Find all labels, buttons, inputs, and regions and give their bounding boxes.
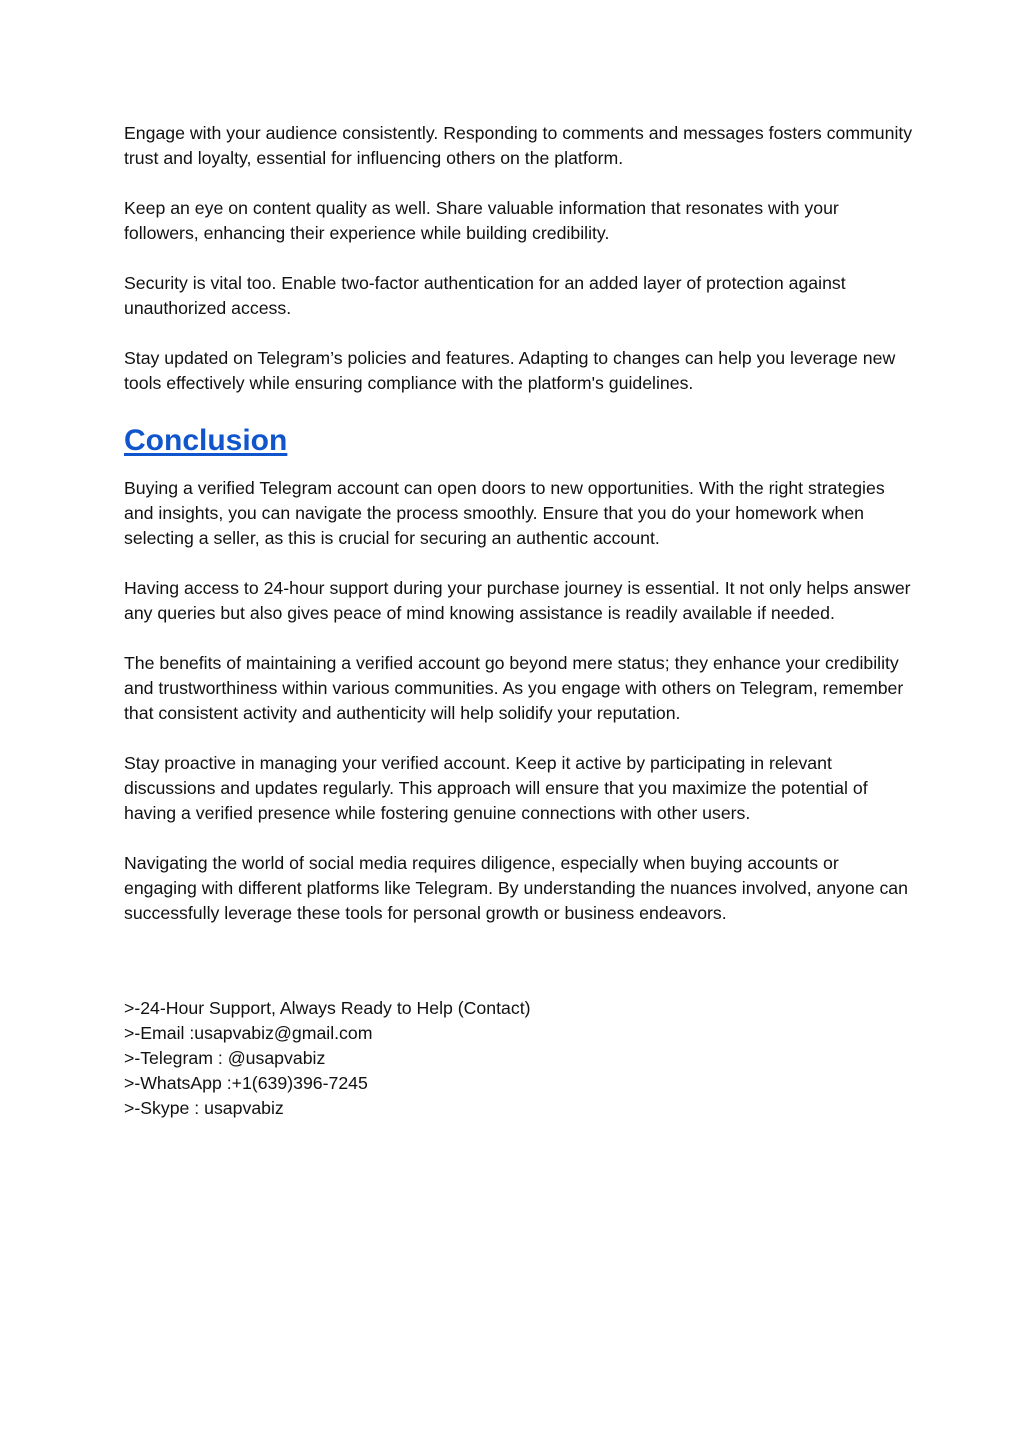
contact-email-line: >-Email :usapvabiz@gmail.com [124,1023,373,1043]
contact-whatsapp-line: >-WhatsApp :+1(639)396-7245 [124,1073,368,1093]
paragraph-security: Security is vital too. Enable two-factor authentication for an added layer of protection against unauthorized access. [124,273,846,318]
document-page [124,121,914,1121]
contact-block [124,996,914,1121]
paragraph-engage-audience: Engage with your audience consistently. Responding to comments and messages fosters community trust and loyalty, essential for influencing others on the platform. [124,123,913,168]
paragraph-content-quality: Keep an eye on content quality as well. Share valuable information that resonates with your followers, enhancing their experience while building credibility. [124,198,839,243]
conclusion-heading-link[interactable]: Conclusion [124,424,288,457]
paragraph-stay-updated: Stay updated on Telegram’s policies and features. Adapting to changes can help you leverage new tools effectively while ensuring compliance with the platform's guidelines. [124,348,896,393]
paragraph-conclusion-navigating: Navigating the world of social media requires diligence, especially when buying accounts or engaging with different platforms like Telegram. By understanding the nuances involved, anyone can successfully leverage these tools for personal growth or business endeavors. [124,853,908,923]
paragraph-conclusion-support: Having access to 24-hour support during your purchase journey is essential. It not only helps answer any queries but also gives peace of mind knowing assistance is readily available if needed. [124,578,911,623]
paragraph-conclusion-proactive: Stay proactive in managing your verified account. Keep it active by participating in relevant discussions and updates regularly. This approach will ensure that you maximize the potential of having a verified presence while fostering genuine connections with other users. [124,753,868,823]
contact-support-line: >-24-Hour Support, Always Ready to Help (Contact) [124,998,531,1018]
contact-telegram-line: >-Telegram : @usapvabiz [124,1048,326,1068]
paragraph-conclusion-buying: Buying a verified Telegram account can open doors to new opportunities. With the right strategies and insights, you can navigate the process smoothly. Ensure that you do your homework when selecting a seller, as this is crucial for securing an authentic account. [124,478,885,548]
contact-skype-line: >-Skype : usapvabiz [124,1098,284,1118]
paragraph-conclusion-benefits: The benefits of maintaining a verified account go beyond mere status; they enhance your credibility and trustworthiness within various communities. As you engage with others on Telegram, remember that consistent activity and authenticity will help solidify your reputation. [124,653,904,723]
